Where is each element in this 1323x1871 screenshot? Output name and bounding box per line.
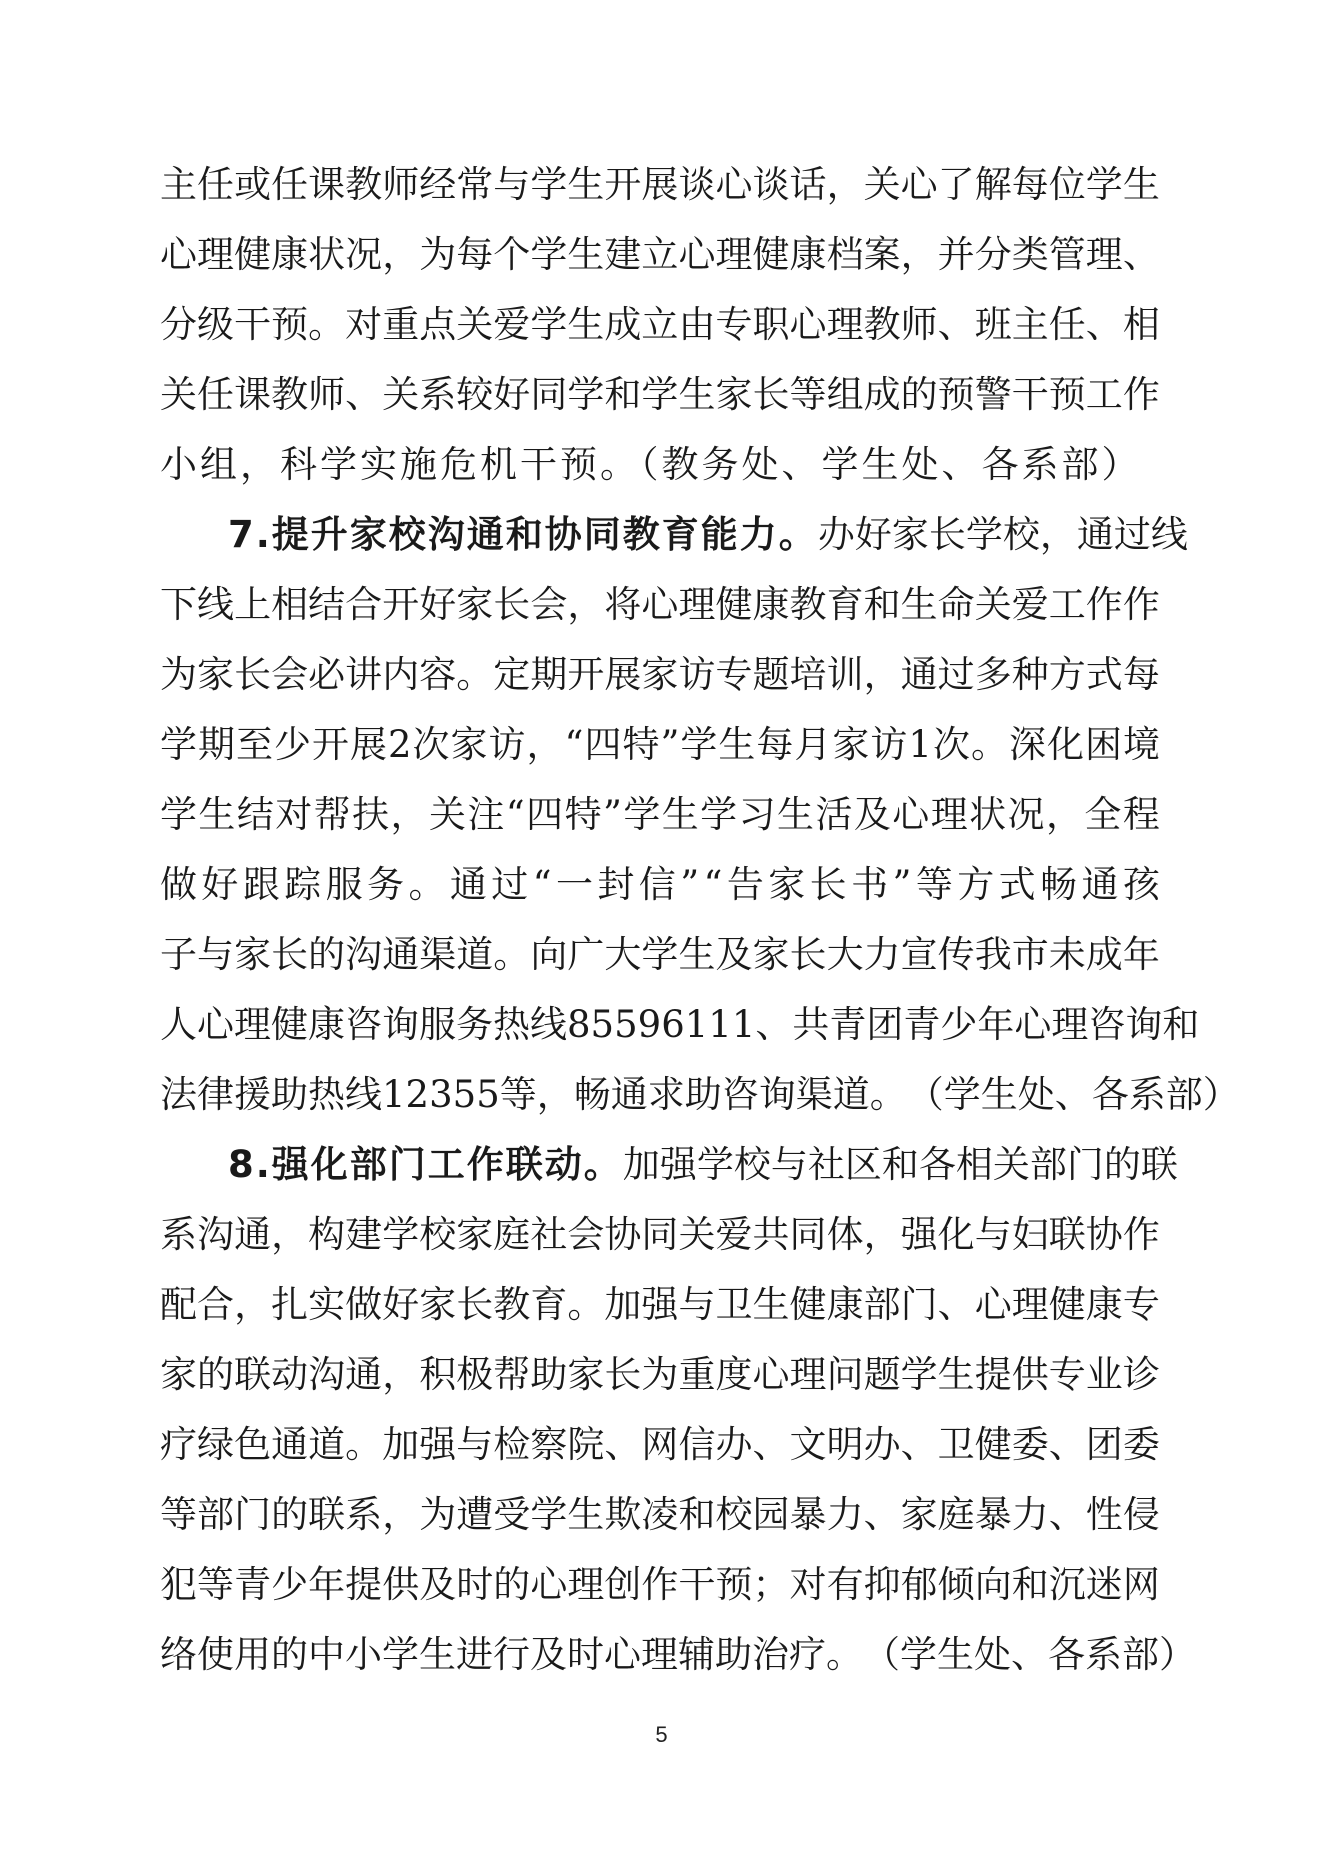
- text-line: [160, 780, 1160, 850]
- text-line: [160, 1200, 1160, 1270]
- line-text: 系 沟 通 ， 构 建 学 校 家 庭 社 会 协 同 关 爱 共 同 体 ， 强 化 与 妇 联 协 作: [160, 1213, 1160, 1256]
- line-text: 络 使 用 的 中 小 学 生 进 行 及 时 心 理 辅 助 治 疗 。 （ 学 生 处 、 各 系 部 ）: [160, 1633, 1196, 1676]
- line-text: 加 强 学 校 与 社 区 和 各 相 关 部 门 的 联: [622, 1143, 1178, 1186]
- line-text: 配 合 ， 扎 实 做 好 家 长 教 育 。 加 强 与 卫 生 健 康 部 门 、 心 理 健 康 专: [160, 1283, 1160, 1326]
- paragraph-1: [160, 150, 1160, 500]
- line-text: 学 生 结 对 帮 扶 ， 关 注 “ 四 特 ” 学 生 学 习 生 活 及 心 理 状 况 ， 全 程: [160, 793, 1160, 836]
- line-text: 主 任 或 任 课 教 师 经 常 与 学 生 开 展 谈 心 谈 话 ， 关 心 了 解 每 位 学 生: [160, 163, 1160, 206]
- text-line: [160, 290, 1160, 360]
- text-line: [160, 1270, 1160, 1340]
- text-line: [160, 150, 1160, 220]
- text-line: [160, 430, 1160, 500]
- line-text: 做 好 跟 踪 服 务 。 通 过 “ 一 封 信 ” “ 告 家 长 书 ” 等 方 式 畅 通 孩: [160, 863, 1160, 906]
- line-text: 下 线 上 相 结 合 开 好 家 长 会 ， 将 心 理 健 康 教 育 和 生 命 关 爱 工 作 作: [160, 583, 1160, 626]
- line-text: 小组，科学实施危机干预。（教务处、学生处、各系部）: [160, 443, 1142, 486]
- line-text: 人 心 理 健 康 咨 询 服 务 热 线 8 5 5 9 6 1 1 1 、 共 青 团 青 少 年 心 理 咨 询 和: [160, 1003, 1200, 1046]
- text-line: [160, 710, 1160, 780]
- section-heading-8: 8.强化部门工作联动。: [228, 1143, 623, 1186]
- line-text: 犯 等 青 少 年 提 供 及 时 的 心 理 创 作 干 预 ； 对 有 抑 郁 倾 向 和 沉 迷 网: [160, 1563, 1160, 1606]
- line-text: 疗 绿 色 通 道 。 加 强 与 检 察 院 、 网 信 办 、 文 明 办 、 卫 健 委 、 团 委: [160, 1423, 1160, 1466]
- section-heading-7: 7.提升家校沟通和协同教育能力。: [228, 513, 818, 556]
- line-text: 办 好 家 长 学 校 ， 通 过 线: [817, 513, 1188, 556]
- text-line: [160, 850, 1160, 920]
- text-line: [160, 1620, 1196, 1690]
- line-text: 为 家 长 会 必 讲 内 容 。 定 期 开 展 家 访 专 题 培 训 ， 通 过 多 种 方 式 每: [160, 653, 1160, 696]
- line-text: 心 理 健 康 状 况 ， 为 每 个 学 生 建 立 心 理 健 康 档 案 ， 并 分 类 管 理 、: [160, 233, 1160, 276]
- line-text: 家 的 联 动 沟 通 ， 积 极 帮 助 家 长 为 重 度 心 理 问 题 学 生 提 供 专 业 诊: [160, 1353, 1160, 1396]
- text-line: [160, 1410, 1160, 1480]
- text-line: [160, 1480, 1160, 1550]
- text-line: [160, 640, 1160, 710]
- line-text: 子 与 家 长 的 沟 通 渠 道 。 向 广 大 学 生 及 家 长 大 力 宣 传 我 市 未 成 年: [160, 933, 1160, 976]
- line-text: 法 律 援 助 热 线 1 2 3 5 5 等 ， 畅 通 求 助 咨 询 渠 道 。 （ 学 生 处 、 各 系 部 ）: [160, 1073, 1240, 1116]
- page-number: 5: [655, 1722, 668, 1747]
- text-line: [160, 220, 1160, 290]
- text-line: [160, 500, 1188, 570]
- line-text: 等 部 门 的 联 系 ， 为 遭 受 学 生 欺 凌 和 校 园 暴 力 、 家 庭 暴 力 、 性 侵: [160, 1493, 1160, 1536]
- text-line: [160, 570, 1160, 640]
- text-line: [160, 990, 1200, 1060]
- line-text: 关 任 课 教 师 、 关 系 较 好 同 学 和 学 生 家 长 等 组 成 的 预 警 干 预 工 作: [160, 373, 1160, 416]
- text-line: [160, 1060, 1240, 1130]
- line-text: 学 期 至 少 开 展 2 次 家 访 ， “ 四 特 ” 学 生 每 月 家 访 1 次 。 深 化 困 境: [160, 723, 1160, 766]
- text-line: [160, 1340, 1160, 1410]
- text-line: [160, 360, 1160, 430]
- text-line: [160, 1130, 1178, 1200]
- text-line: [160, 920, 1160, 990]
- line-text: 分 级 干 预 。 对 重 点 关 爱 学 生 成 立 由 专 职 心 理 教 师 、 班 主 任 、 相: [160, 303, 1160, 346]
- paragraph-2: [160, 500, 1240, 1130]
- paragraph-3: [160, 1130, 1196, 1690]
- text-line: [160, 1550, 1160, 1620]
